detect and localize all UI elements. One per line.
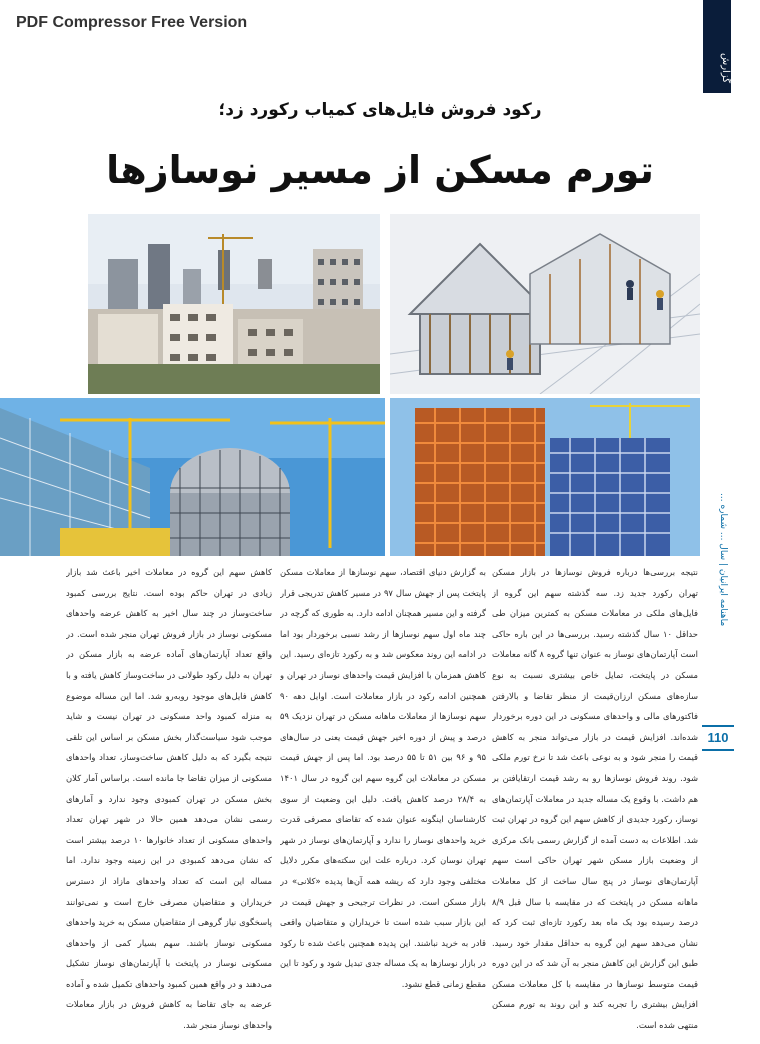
article-column-middle (280, 562, 486, 1032)
article-column-middle-text: به گزارش دنیای اقتصاد، سهم نوسازها از معاملات مسکن پایتخت پس از جهش سال ۹۷ در مسیر کاهش تدریجی قرار گرفته و این مسیر همچنان ادامه دارد. به طوری که گرچه در چند ماه اول سهم نوسازها از رشد نسبی برخوردار بود اما در ادامه این روند معکوس شد و به رکورد تازه‌ای رسید. این کاهش همزمان با افزایش قیمت واحدهای نوساز در تهران و همچنین ادامه رکود در بازار معاملات است. اوایل دهه ۹۰ سهم نوسازها از معاملات ماهانه مسکن در تهران نزدیک ۵۹ درصد و پیش از دوره اخیر جهش قیمت یعنی در سال‌های ۹۵ و ۹۶ بین ۵۱ تا ۵۵ درصد بود. اما پس از جهش قیمت مسکن در معاملات این گروه سهم این گروه در سال ۱۴۰۱ به ۲۸/۴ درصد کاهش یافت. دلیل این وضعیت از سوی کارشناسان اینگونه عنوان شده که تقاضای مصرفی قدرت خرید واحدهای نوساز را ندارد و آپارتمان‌های نوساز در شهر تهران نوسان کرد. درباره علت این سکته‌های مکرر دلایل مختلفی وجود دارد که ریشه همه آن‌ها پدیده «کلانی» در بازار مسکن است. در نظرات ترجیحی و جهش قیمت در این بازار سبب شده است تا خریداران و متقاضیان واقعی قادر به خرید نباشند. این پدیده همچنین باعث شده تا رکود در بازار نوسازها به یک مساله جدی تبدیل شود و رکود تا این مقطع زمانی قطع نشود. (280, 567, 486, 989)
page-number: 110 (702, 725, 734, 751)
article-headline: تورم مسکن از مسیر نوسازها (106, 148, 654, 192)
glass-tower-crane-photo (0, 398, 385, 556)
city-skyline-photo (88, 214, 380, 394)
article-column-right-text: نتیجه بررسی‌ها درباره فروش نوسازها در بازار مسکن تهران رکورد جدید زد. سه گذشته سهم این گروه از فایل‌های ملکی در معاملات مسکن به کمترین میزان طی حداقل ۱۰ سال گذشته رسید. بررسی‌ها در این باره حاکی است آپارتمان‌های نوساز به عنوان تنها گروه ۸ گانه معاملات مسکن در پایتخت، تمایل خاص بیشتری نسبت به نوع سازه‌های مسکن ارزان‌قیمت از منظر تقاضا و بالارفتن فاکتورهای مالی و واحدهای مسکونی در این دوره برخوردار شده‌اند. افزایش قیمت در بازار می‌تواند منجر به کاهش قیمت را منجر شود و به نوعی باعث شد تا نرخ تورم ملکی شود. روند فروش نوسازها رو به رشد قیمت ارتقایافتن بر هم داشت. با وقوع یک مساله جدید در معاملات آپارتمان‌های نوساز، رکورد جدیدی از کاهش سهم این گروه در تهران ثبت شد. اطلاعات به دست آمده از گزارش رسمی بانک مرکزی از وضعیت بازار مسکن شهر تهران حاکی است سهم آپارتمان‌های نوساز در پنج سال ساخت از کل معاملات ماهانه مسکن در پایتخت که در مقایسه با سال قبل ۸/۹ درصد رسیده بود یک ماه بعد رکورد تازه‌ای ثبت کرد که نشان می‌دهد سهم این گروه به حداقل مقدار خود رسید. طبق این گزارش این کاهش منجر به آن شد که در این دوره قیمت متوسط نوسازها در مقایسه با کل معاملات مسکن افزایش بیشتری را تجربه کند و این روند به تورم مسکن منتهی شده است. (492, 567, 698, 1031)
article-column-right (492, 562, 698, 1032)
article-column-left-text: کاهش سهم این گروه در معاملات اخیر باعث شد بازار زیادی در تهران حاکم بوده است. نتایج بررسی کمبود ساخت‌وساز در چند سال اخیر به کاهش عرضه واحدهای مسکونی نوساز در بازار فروش تهران منجر شده است. در واقع تعداد آپارتمان‌های آماده عرضه به بازار مسکن در تهران به دلیل رکود طولانی در ساخت‌وساز کاهش یافته و با کاهش فایل‌های موجود روبه‌رو شد. اما این مساله موضوع به منزله کمبود واحد مسکونی در تهران نیست و شاید موجب شود سیاست‌گذار بخش مسکن بر اساس این تلقی نتیجه بگیرد که به دلیل کاهش ساخت‌وساز، تعداد واحدهای مسکونی از میزان تقاضا جا مانده است. براساس آمار کلان بخش مسکن در تهران کمبودی وجود ندارد و آمارهای رسمی نشان می‌دهد همین حالا در شهر تهران تعداد واحدهای مسکونی از تعداد خانوارها ۱۰ درصد بیشتر است که نشان می‌دهد کمبودی در این زمینه وجود ندارد. اما مساله این است که تعداد واحدهای مازاد از دسترس خریداران و متقاضیان مصرفی خارج است و نمی‌توانند پاسخگوی نیاز گروهی از متقاضیان مسکن به خرید واحدهای مسکونی نوساز باشند. سهم بسیار کمی از واحدهای مسکونی نوساز در پایتخت با آپارتمان‌های نوساز تشکیل می‌دهند و در واقع همین کمبود واحدهای تکمیل شده و آماده عرضه به جای تقاضا به کاهش فروش در بازار معاملات واحدهای نوساز منجر شد. (66, 567, 272, 1031)
steel-frame-tower-photo (390, 398, 700, 556)
article-column-left (66, 562, 272, 1032)
magazine-sidebar-label: ماهنامه ایرانیان | سال ... شماره ... (718, 493, 728, 627)
section-tab (703, 0, 731, 93)
watermark-label: PDF Compressor Free Version (16, 14, 248, 31)
section-tab-label: گزارش (720, 53, 731, 84)
article-kicker: رکود فروش فایل‌های کمیاب رکورد زد؛ (218, 100, 542, 120)
house-frame-illustration-photo (390, 214, 700, 394)
